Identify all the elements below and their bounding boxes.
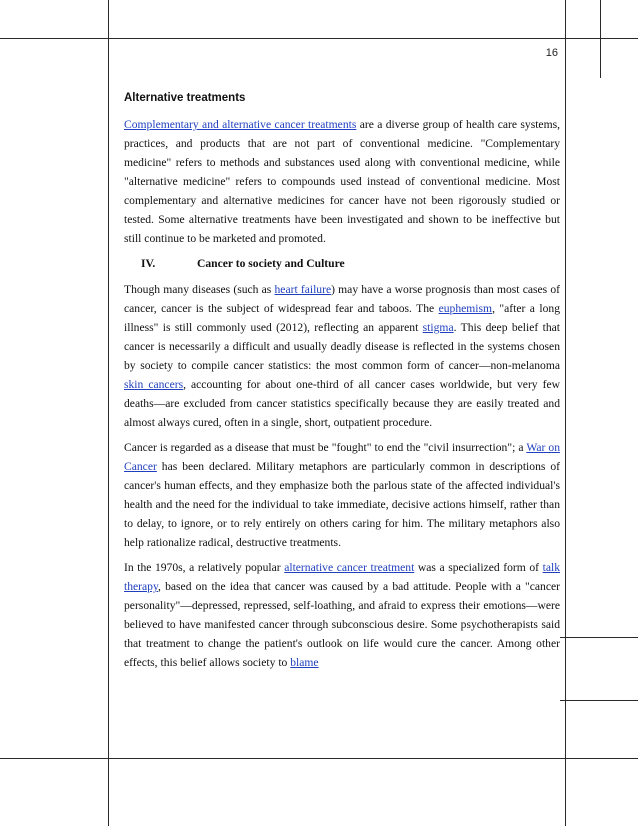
paragraph-text: Cancer is regarded as a disease that must be "fought" to end the "civil insurrection"; a bbox=[124, 441, 527, 454]
stigma-link[interactable]: stigma bbox=[422, 321, 454, 334]
frame-side-line-1 bbox=[560, 637, 638, 638]
frame-right-line bbox=[565, 0, 566, 826]
talk-therapy-paragraph bbox=[124, 558, 560, 672]
heart-failure-link[interactable]: heart failure bbox=[274, 283, 332, 296]
frame-top-line bbox=[0, 38, 638, 39]
alternative-cancer-treatment-link[interactable]: alternative cancer treatment bbox=[284, 561, 415, 574]
paragraph-text: , based on the idea that cancer was caused by a bad attitude. People with a "cancer personality"—depressed, repressed, self-loathing, and afraid to express their emotions—were believed to have manifested cancer through subconscious desire. Some psychotherapists said that treatment to change the patient's outlook on life would cure the cancer. Among other effects, this belief allows society to bbox=[124, 580, 560, 669]
paragraph-text: are a diverse group of health care systems, practices, and products that are not part of conventional medicine. "Complementary medicine" refers to methods and substances used along with conventional medicine, while "alternative medicine" refers to compounds used instead of conventional medicine. Most complementary and alternative medicines for cancer have not been rigorously studied or tested. Some alternative treatments have been investigated and shown to be ineffective but still continue to be marketed and promoted. bbox=[124, 118, 561, 245]
talk-therapy-link[interactable]: talk therapy bbox=[124, 561, 560, 593]
section-heading bbox=[124, 254, 560, 273]
paragraph-text: . This deep belief that cancer is necessarily a difficult and usually deadly disease is reflected in the systems chosen by society to compile cancer statistics: the most common form of cancer—non-melanoma bbox=[124, 321, 561, 372]
section-number: IV. bbox=[141, 257, 156, 270]
page-number: 16 bbox=[545, 47, 558, 59]
paragraph-text: , accounting for about one-third of all cancer cases worldwide, but very few deaths—are excluded from cancer statistics specifically because they are easily treated and almost always cured, often in a single, short, outpatient procedure. bbox=[124, 378, 560, 429]
alternative-treatments-heading: Alternative treatments bbox=[124, 92, 246, 104]
paragraph-text: was a specialized form of bbox=[414, 561, 543, 574]
page-body bbox=[124, 89, 560, 678]
section-title: Cancer to society and Culture bbox=[197, 257, 345, 270]
frame-left-line bbox=[108, 0, 109, 826]
complementary-treatments-link[interactable]: Complementary and alternative cancer treatments bbox=[124, 118, 357, 131]
frame-side-line-2 bbox=[560, 700, 638, 701]
paragraph-text: has been declared. Military metaphors are particularly common in descriptions of cancer's human effects, and they emphasize both the parlous state of the affected individual's health and the need for the individual to take immediate, decisive actions himself, rather than to delay, to ignore, or to rely entirely on others caring for him. The military metaphors also help rationalize radical, destructive treatments. bbox=[124, 460, 560, 549]
skin-cancers-link[interactable]: skin cancers bbox=[124, 378, 184, 391]
stigma-paragraph bbox=[124, 280, 560, 432]
alternative-treatments-paragraph bbox=[124, 115, 560, 248]
euphemism-link[interactable]: euphemism bbox=[438, 302, 493, 315]
paragraph-text: Though many diseases (such as bbox=[124, 283, 275, 296]
war-on-cancer-paragraph bbox=[124, 438, 560, 552]
frame-right-short-line bbox=[600, 0, 601, 78]
war-on-cancer-link[interactable]: War on Cancer bbox=[124, 441, 561, 473]
paragraph-text: In the 1970s, a relatively popular bbox=[124, 561, 285, 574]
paragraph-text: ) may have a worse prognosis than most cases of cancer, cancer is the subject of widespread fear and taboos. The bbox=[124, 283, 560, 315]
frame-bottom-line bbox=[0, 758, 638, 759]
paragraph-text: , "after a long illness" is still commonly used (2012), reflecting an apparent bbox=[124, 302, 560, 334]
blame-link[interactable]: blame bbox=[290, 656, 319, 669]
